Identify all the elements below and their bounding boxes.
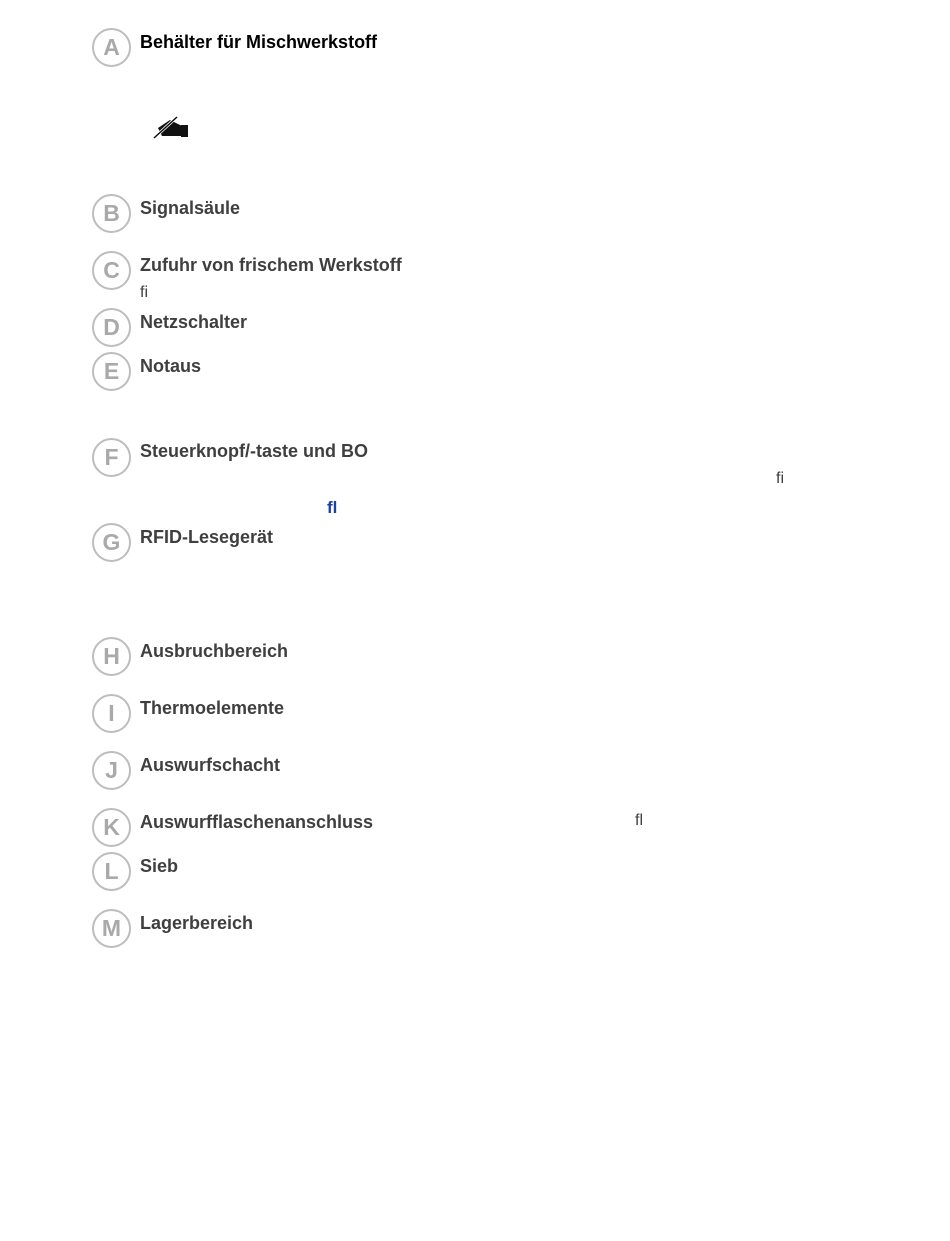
list-item-k	[0, 808, 950, 848]
item-label-a: Behälter für Mischwerkstoff	[140, 32, 378, 52]
item-label-l: Sieb	[140, 856, 179, 876]
hand-writing-icon	[152, 114, 190, 140]
letter-badge-l: L	[92, 852, 131, 891]
letter-badge-g: G	[92, 523, 131, 562]
list-item-a	[0, 28, 950, 68]
list-item-m	[0, 909, 950, 949]
item-label-b: Signalsäule	[140, 198, 241, 218]
letter-badge-i: I	[92, 694, 131, 733]
letter-badge-m: M	[92, 909, 131, 948]
letter-badge-e: E	[92, 352, 131, 391]
letter-badge-c: C	[92, 251, 131, 290]
letter-badge-k: K	[92, 808, 131, 847]
list-item-g	[0, 523, 950, 563]
list-item-b	[0, 194, 950, 234]
item-label-d: Netzschalter	[140, 312, 248, 332]
ligature-fragment: fi	[776, 470, 784, 487]
list-item-d	[0, 308, 950, 348]
item-label-c: Zufuhr von frischem Werkstoff	[140, 255, 402, 275]
item-label-h: Ausbruchbereich	[140, 641, 289, 661]
item-label-k: Auswurfflaschenanschluss	[140, 812, 374, 832]
letter-badge-a: A	[92, 28, 131, 67]
ligature-fragment: fi	[140, 284, 148, 301]
item-label-f: Steuerknopf/-taste und BO	[140, 441, 369, 461]
list-item-h	[0, 637, 950, 677]
list-item-l	[0, 852, 950, 892]
letter-badge-j: J	[92, 751, 131, 790]
list-item-f	[0, 438, 950, 478]
letter-badge-h: H	[92, 637, 131, 676]
list-item-j	[0, 751, 950, 791]
ligature-fragment: fl	[635, 812, 643, 829]
list-item-i	[0, 694, 950, 734]
ligature-link[interactable]: fl	[327, 498, 338, 517]
item-label-g: RFID-Lesegerät	[140, 527, 274, 547]
letter-badge-b: B	[92, 194, 131, 233]
letter-badge-f: F	[92, 438, 131, 477]
item-label-i: Thermoelemente	[140, 698, 285, 718]
list-item-e	[0, 352, 950, 392]
letter-badge-d: D	[92, 308, 131, 347]
item-label-e: Notaus	[140, 356, 202, 376]
item-label-j: Auswurfschacht	[140, 755, 281, 775]
item-label-m: Lagerbereich	[140, 913, 254, 933]
